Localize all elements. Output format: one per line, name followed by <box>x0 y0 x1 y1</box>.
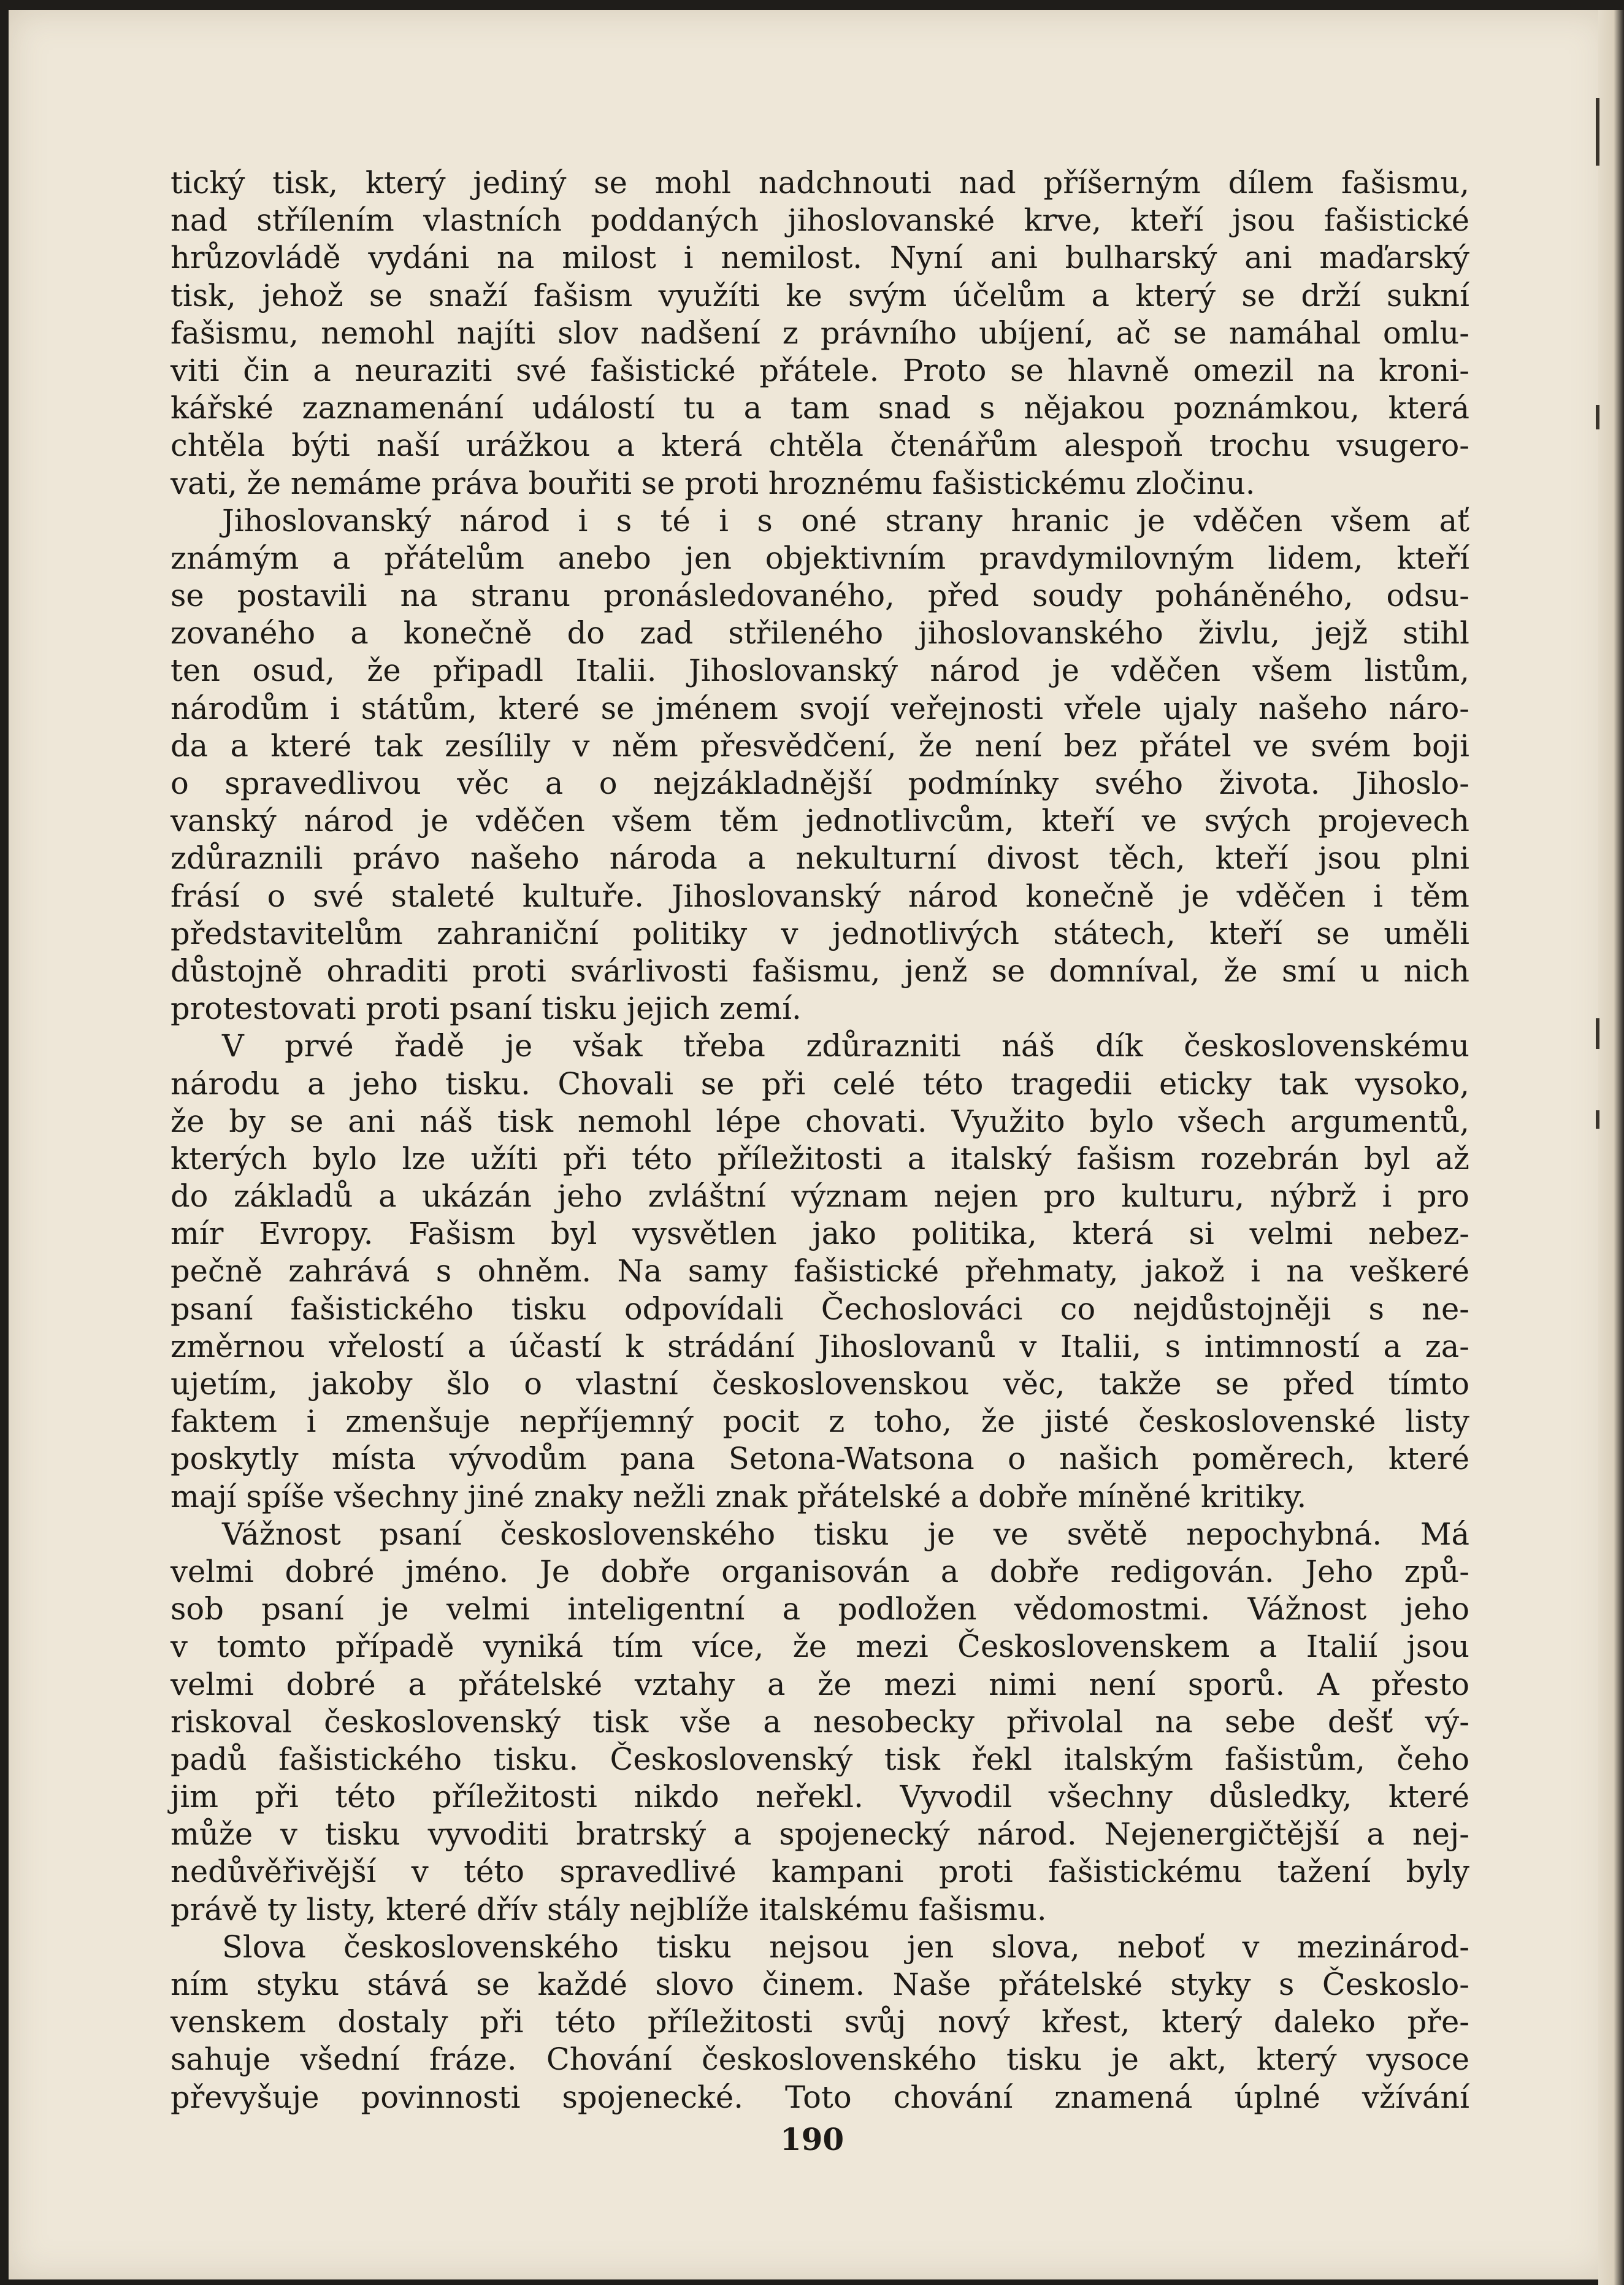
text-line: ujetím, jakoby šlo o vlastní československou věc, takže se před tímto <box>170 1366 1469 1402</box>
text-line: sahuje všední fráze. Chování československého tisku je akt, který vysoce <box>170 2041 1469 2078</box>
text-line: Jihoslovanský národ i s té i s oné strany hranic je vděčen všem ať <box>222 502 1469 539</box>
text-line: chtěla býti naší urážkou a která chtěla čtenářům alespoň trochu vsugero- <box>170 428 1469 464</box>
text-line: velmi dobré jméno. Je dobře organisován a dobře redigován. Jeho způ- <box>170 1553 1469 1589</box>
text-line: padů fašistického tisku. Československý tisk řekl italským fašistům, čeho <box>170 1741 1469 1777</box>
text-line: mají spíše všechny jiné znaky nežli znak přátelské a dobře míněné kritiky. <box>170 1478 1307 1515</box>
text-line: psaní fašistického tisku odpovídali Čechoslováci co nejdůstojněji s ne- <box>170 1291 1469 1327</box>
text-line: ním styku stává se každé slovo činem. Naše přátelské styky s Českoslo- <box>170 1967 1469 2002</box>
edge-mark <box>1596 1018 1599 1049</box>
body-text <box>170 164 1469 2116</box>
edge-mark <box>1596 98 1599 166</box>
text-line: mír Evropy. Fašism byl vysvětlen jako politika, která si velmi nebez- <box>170 1216 1469 1252</box>
text-line: velmi dobré a přátelské vztahy a že mezi nimi není sporů. A přesto <box>170 1666 1469 1702</box>
text-line: faktem i zmenšuje nepříjemný pocit z toho, že jisté československé listy <box>170 1404 1469 1440</box>
text-line: v tomto případě vyniká tím více, že mezi Československem a Italií jsou <box>170 1629 1469 1665</box>
text-line: kářské zaznamenání událostí tu a tam snad s nějakou poznámkou, která <box>170 390 1469 426</box>
text-line: právě ty listy, které dřív stály nejblíže italskému fašismu. <box>170 1891 1047 1927</box>
edge-mark <box>1596 1110 1599 1129</box>
text-line: známým a přátelům anebo jen objektivním pravdymilovným lidem, kteří <box>170 540 1469 576</box>
text-line: da a které tak zesílily v něm přesvědčení, že není bez přátel ve svém boji <box>170 728 1469 764</box>
text-line: důstojně ohraditi proti svárlivosti fašismu, jenž se domníval, že smí u nich <box>170 953 1469 989</box>
text-line: převyšuje povinnosti spojenecké. Toto chování znamená úplné vžívání <box>170 2079 1469 2115</box>
text-line: národům i státům, které se jménem svojí veřejnosti vřele ujaly našeho náro- <box>170 690 1469 726</box>
text-line: Slova československého tisku nejsou jen slova, neboť v mezinárod- <box>222 1929 1469 1965</box>
text-line: tický tisk, který jediný se mohl nadchnouti nad příšerným dílem fašismu, <box>170 165 1469 201</box>
text-line: může v tisku vyvoditi bratrský a spojenecký národ. Nejenergičtější a nej- <box>170 1816 1469 1853</box>
text-line: viti čin a neuraziti své fašistické přátele. Proto se hlavně omezil na kroni- <box>170 352 1469 388</box>
text-line: do základů a ukázán jeho zvláštní význam nejen pro kulturu, nýbrž i pro <box>170 1178 1469 1215</box>
text-line: sob psaní je velmi inteligentní a podložen vědomostmi. Vážnost jeho <box>170 1591 1469 1627</box>
text-line: zdůraznili právo našeho národa a nekulturní divost těch, kteří jsou plni <box>170 840 1469 877</box>
text-line: venskem dostaly při této příležitosti svůj nový křest, který daleko pře- <box>170 2004 1469 2040</box>
text-line: národu a jeho tisku. Chovali se při celé této tragedii eticky tak vysoko, <box>170 1066 1469 1102</box>
page-number: 190 <box>779 2121 845 2157</box>
text-line: představitelům zahraniční politiky v jednotlivých státech, kteří se uměli <box>170 915 1469 951</box>
text-line: riskoval československý tisk vše a nesobecky přivolal na sebe dešť vý- <box>170 1703 1469 1740</box>
text-line: tisk, jehož se snaží fašism využíti ke svým účelům a který se drží sukní <box>170 277 1469 313</box>
text-line: změrnou vřelostí a účastí k strádání Jihoslovanů v Italii, s intimností a za- <box>170 1328 1469 1364</box>
text-line: poskytly místa vývodům pana Setona-Watsona o našich poměrech, které <box>170 1441 1469 1477</box>
text-line: frásí o své staleté kultuře. Jihoslovanský národ konečně je vděčen i těm <box>170 878 1469 914</box>
text-line: protestovati proti psaní tisku jejich zemí. <box>170 991 802 1027</box>
edge-mark <box>1596 405 1599 429</box>
text-line: pečně zahrává s ohněm. Na samy fašistické přehmaty, jakož i na veškeré <box>170 1253 1469 1289</box>
text-line: ten osud, že připadl Italii. Jihoslovanský národ je vděčen všem listům, <box>170 653 1469 689</box>
text-line: že by se ani náš tisk nemohl lépe chovati. Využito bylo všech argumentů, <box>170 1103 1469 1139</box>
text-line: nad střílením vlastních poddaných jihoslovanské krve, kteří jsou fašistické <box>170 202 1469 239</box>
text-line: o spravedlivou věc a o nejzákladnější podmínky svého života. Jihoslo- <box>170 766 1469 801</box>
text-line: vati, že nemáme práva bouřiti se proti hroznému fašistickému zločinu. <box>170 465 1255 501</box>
text-line: nedůvěřivější v této spravedlivé kampani proti fašistickému tažení byly <box>170 1854 1469 1890</box>
text-line: hrůzovládě vydáni na milost i nemilost. Nyní ani bulharský ani maďarský <box>170 240 1469 276</box>
text-line: kterých bylo lze užíti při této příležitosti a italský fašism rozebrán byl až <box>170 1140 1469 1177</box>
text-line: zovaného a konečně do zad střileného jihoslovanského živlu, jejž stihl <box>170 615 1469 651</box>
text-line: fašismu, nemohl najíti slov nadšení z právního ubíjení, ač se namáhal omlu- <box>170 315 1469 351</box>
text-line: vanský národ je vděčen všem těm jednotlivcům, kteří ve svých projevech <box>170 803 1469 839</box>
text-line: jim při této příležitosti nikdo neřekl. Vyvodil všechny důsledky, které <box>170 1779 1469 1815</box>
page-right-edge <box>1598 10 1624 2285</box>
text-line: Vážnost psaní československého tisku je ve světě nepochybná. Má <box>222 1516 1469 1552</box>
text-line: V prvé řadě je však třeba zdůrazniti náš dík československému <box>222 1028 1469 1064</box>
text-line: se postavili na stranu pronásledovaného, před soudy poháněného, odsu- <box>170 578 1469 614</box>
